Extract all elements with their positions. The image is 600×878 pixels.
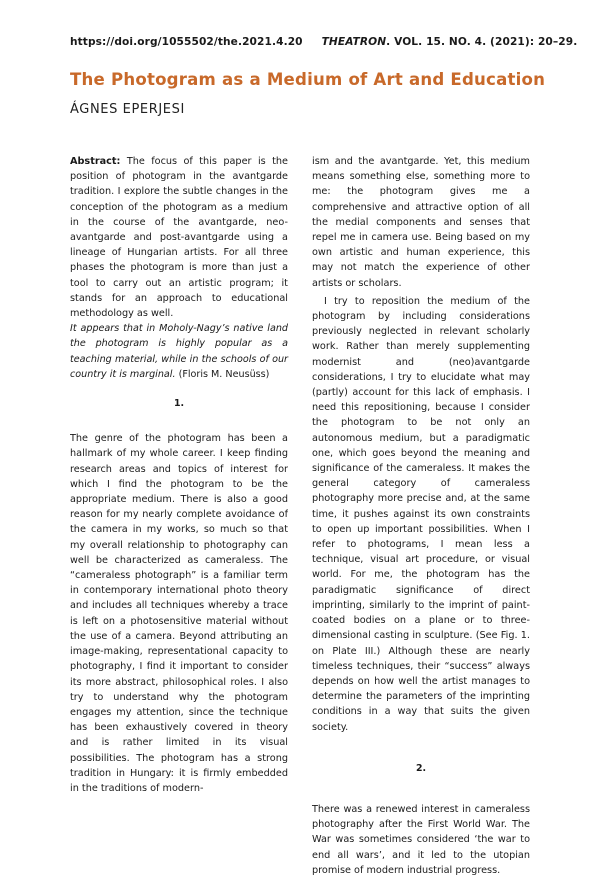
body-paragraph-1: The genre of the photogram has been a hallmark of my whole career. I keep finding research areas and topics of interest for which I find the photogram to be the appropriate medium. There is also a good reason for my nearly complete avoidance of the camera in my works, so much so that my overall relationship to photography can well be characterized as cameraless. The “cameraless photograph” is a familiar term in contemporary international photo theory and includes all techniques whereby a trace is left on a photosensitive material without the use of a camera. Beyond attributing an image-making, representational capacity to photography, I find it important to consider its more abstract, philosophical roles. I also try to understand why the photogram engages my attention, since the technique has been exhaustively covered in theory and is rather limited in its visual possibilities. The photogram has a strong tradition in Hungary: it is firmly embedded in the traditions of modern- <box>70 433 288 794</box>
left-column <box>70 154 288 796</box>
body-paragraph-2: I try to reposition the medium of the photogram by including considerations previously neglected in relevant scholarly work. Rather than merely supplementing modernist and (neo)avantgarde considerations, I try to elucidate what may (partly) account for this lack of emphasis. I need this repositioning, because I consider the photogram to be not only an autonomous medium, but a paradigmatic one, which goes beyond the meaning and significance of the cameraless. It makes the general category of cameraless photography more precise and, at the same time, it pushes against its own constraints to open up important possibilities. When I refer to photograms, I mean less a technique, visual art procedure, or visual world. For me, the photogram has the paradigmatic significance of direct imprinting, similarly to the imprint of paint-coated bodies on a plane or to three-dimensional casting in sculpture. (See Fig. 1. on Plate III.) Although these are nearly timeless techniques, their “success” always depends on how well the artist manages to determine the parameters of the imprinting conditions in a way that suits the given society. <box>312 295 530 733</box>
abstract-label: Abstract: <box>70 156 121 167</box>
journal-name: THEATRON <box>321 36 387 48</box>
epigraph-source: (Floris M. Neusüss) <box>175 368 270 380</box>
article-title: The Photogram as a Medium of Art and Education <box>70 70 546 89</box>
doi-link[interactable]: https://doi.org/1055502/the.2021.4.20 <box>70 36 303 48</box>
epigraph-text: It appears that in Moholy-Nagy’s native land the photogram is highly popular as a teaching material, while in the schools of our country it is marginal. <box>70 323 288 380</box>
section-heading-2: 2. <box>415 762 427 774</box>
citation: . VOL. 15. NO. 4. (2021): 20–29. <box>386 36 578 48</box>
right-column <box>312 154 530 878</box>
abstract <box>70 154 288 321</box>
section-heading-1: 1. <box>173 398 185 410</box>
author-name: ÁGNES EPERJESI <box>70 102 185 117</box>
abstract-text: The focus of this paper is the position of photogram in the avantgarde tradition. I explore the subtle changes in the conception of the photogram as a medium in the course of the avantgarde, neo-avantgarde and post-avantgarde using a lineage of Hungarian artists. For all three phases the photogram is more than just a tool to carry out an artistic program; it stands for an approach to educational methodology as well. <box>70 156 288 320</box>
epigraph <box>70 321 288 382</box>
body-paragraph-3: There was a renewed interest in cameraless photography after the First World War. The War was sometimes considered ‘the war to end all wars’, and it led to the utopian promise of modern industrial progress. <box>312 803 530 876</box>
body-paragraph-1-continued: ism and the avantgarde. Yet, this medium means something else, something more to me: the photogram gives me a comprehensive and attractive option of all the medial components and senses that repel me in camera use. Being based on my own artistic and human experience, this may not match the experience of other artists or scholars. <box>312 156 530 289</box>
running-header <box>70 36 578 48</box>
